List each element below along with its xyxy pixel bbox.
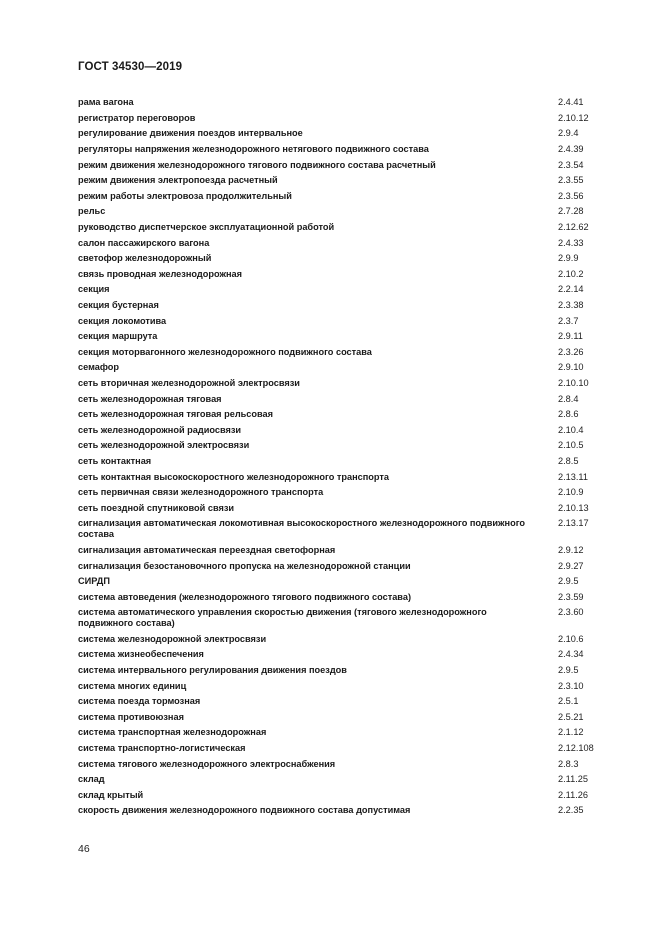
index-term: режим движения железнодорожного тягового подвижного состава расчетный [78, 159, 436, 170]
index-term: руководство диспетчерское эксплуатационной работой [78, 222, 335, 233]
index-entry [78, 741, 608, 757]
index-entry [78, 710, 608, 726]
index-entry [78, 142, 608, 158]
index-entry [78, 558, 608, 574]
index-entry [78, 574, 608, 590]
index-term: система железнодорожной электросвязи [78, 633, 267, 644]
index-reference: 2.7.28 [558, 206, 584, 217]
index-reference: 2.9.11 [558, 331, 583, 342]
index-reference: 2.13.17 [558, 518, 589, 529]
index-entry [78, 485, 608, 501]
index-term: сеть железнодорожной радиосвязи [78, 424, 242, 435]
index-entry [78, 788, 608, 804]
index-term: регуляторы напряжения железнодорожного нетягового подвижного состава [78, 144, 429, 155]
index-term: система тягового железнодорожного электроснабжения [78, 758, 336, 769]
index-reference: 2.3.38 [558, 300, 584, 311]
index-reference: 2.3.54 [558, 159, 584, 170]
index-entry [78, 189, 608, 205]
index-term: система автоматического управления скоростью движения (тягового железнодорожного подвижного состава) [78, 607, 487, 629]
index-entry [78, 589, 608, 605]
index-entry [78, 438, 608, 454]
index-term: система многих единиц [78, 680, 187, 691]
index-term: секция локомотива [78, 315, 167, 326]
index-reference: 2.10.10 [558, 377, 589, 388]
index-entry [78, 663, 608, 679]
index-entry [78, 313, 608, 329]
index-term: СИРДП [78, 576, 110, 587]
index-entry [78, 516, 608, 543]
index-reference: 2.9.4 [558, 128, 579, 139]
index-entry [78, 694, 608, 710]
index-entry [78, 173, 608, 189]
index-term: сигнализация безостановочного пропуска на железнодорожной станции [78, 560, 411, 571]
index-reference: 2.8.5 [558, 455, 579, 466]
index-entry [78, 157, 608, 173]
index-reference: 2.3.60 [558, 607, 584, 618]
index-term: секция маршрута [78, 331, 158, 342]
index-entry [78, 298, 608, 314]
index-reference: 2.10.12 [558, 112, 589, 123]
index-entry [78, 376, 608, 392]
index-term: рама вагона [78, 97, 134, 108]
index-reference: 2.2.14 [558, 284, 584, 295]
index-reference: 2.9.9 [558, 253, 579, 264]
index-reference: 2.9.12 [558, 544, 584, 555]
index-term: секция моторвагонного железнодорожного подвижного состава [78, 346, 372, 357]
index-reference: 2.3.59 [558, 591, 584, 602]
index-entry [78, 647, 608, 663]
index-reference: 2.5.21 [558, 711, 584, 722]
page-number: 46 [78, 843, 90, 855]
index-reference: 2.9.27 [558, 560, 584, 571]
index-entry [78, 605, 608, 632]
index-entry [78, 454, 608, 470]
index-reference: 2.12.62 [558, 222, 589, 233]
index-reference: 2.4.33 [558, 237, 584, 248]
index-reference: 2.4.39 [558, 144, 584, 155]
index-term: связь проводная железнодорожная [78, 268, 242, 279]
index-entry [78, 204, 608, 220]
index-reference: 2.8.4 [558, 393, 579, 404]
index-term: регистратор переговоров [78, 112, 196, 123]
index-entry [78, 329, 608, 345]
index-entry [78, 422, 608, 438]
index-reference: 2.11.26 [558, 789, 588, 800]
index-entry [78, 678, 608, 694]
index-term: режим работы электровоза продолжительный [78, 190, 292, 201]
index-entry [78, 543, 608, 559]
index-term: сеть первичная связи железнодорожного транспорта [78, 487, 324, 498]
index-reference: 2.10.2 [558, 268, 584, 279]
index-reference: 2.8.6 [558, 409, 579, 420]
index-term: система интервального регулирования движения поездов [78, 665, 347, 676]
index-term: сигнализация автоматическая локомотивная высокоскоростного железнодорожного подвижного состава [78, 518, 526, 540]
index-term: режим движения электропоезда расчетный [78, 175, 278, 186]
index-reference: 2.3.55 [558, 175, 584, 186]
index-reference: 2.11.25 [558, 774, 588, 785]
index-reference: 2.10.13 [558, 502, 589, 513]
index-term: система транспортная железнодорожная [78, 727, 267, 738]
index-term: система автоведения (железнодорожного тягового подвижного состава) [78, 591, 412, 602]
index-term: сеть контактная [78, 455, 152, 466]
index-reference: 2.9.5 [558, 576, 579, 587]
index-term: система жизнеобеспечения [78, 649, 204, 660]
index-term: система поезда тормозная [78, 696, 201, 707]
index-reference: 2.4.34 [558, 649, 584, 660]
index-reference: 2.9.5 [558, 665, 579, 676]
index-entry [78, 345, 608, 361]
index-term: семафор [78, 362, 120, 373]
index-reference: 2.2.35 [558, 805, 584, 816]
index-term: секция бустерная [78, 300, 159, 311]
index-entry [78, 220, 608, 236]
index-entry [78, 360, 608, 376]
index-reference: 2.1.12 [558, 727, 584, 738]
index-term: сигнализация автоматическая переездная светофорная [78, 544, 336, 555]
index-term: сеть контактная высокоскоростного железнодорожного транспорта [78, 471, 390, 482]
index-entry [78, 500, 608, 516]
index-reference: 2.5.1 [558, 696, 579, 707]
index-entry [78, 391, 608, 407]
index-entry [78, 282, 608, 298]
index-entry [78, 126, 608, 142]
index-term: сеть поездной спутниковой связи [78, 502, 235, 513]
index-reference: 2.12.108 [558, 743, 594, 754]
index-reference: 2.3.26 [558, 346, 584, 357]
index-reference: 2.3.7 [558, 315, 579, 326]
index-term: система противоюзная [78, 711, 184, 722]
index-entry [78, 725, 608, 741]
index-term: сеть железнодорожная тяговая рельсовая [78, 409, 274, 420]
index-term: скорость движения железнодорожного подвижного состава допустимая [78, 805, 411, 816]
index-reference: 2.8.3 [558, 758, 579, 769]
index-reference: 2.10.9 [558, 487, 584, 498]
index-entry [78, 632, 608, 648]
index-term: сеть железнодорожная тяговая [78, 393, 222, 404]
index-term: сеть вторичная железнодорожной электросвязи [78, 377, 300, 388]
index-entry [78, 267, 608, 283]
index-entry [78, 803, 608, 819]
index-reference: 2.10.4 [558, 424, 584, 435]
index-reference: 2.9.10 [558, 362, 584, 373]
index-entry [78, 235, 608, 251]
index-reference: 2.4.41 [558, 97, 584, 108]
index-entry [78, 469, 608, 485]
index-entry [78, 251, 608, 267]
index-term: рельс [78, 206, 106, 217]
index-entry [78, 756, 608, 772]
index-term: регулирование движения поездов интервальное [78, 128, 303, 139]
index-term: светофор железнодорожный [78, 253, 212, 264]
term-index-list [78, 95, 608, 819]
index-term: склад крытый [78, 789, 144, 800]
index-reference: 2.3.56 [558, 190, 584, 201]
index-entry [78, 111, 608, 127]
index-term: салон пассажирского вагона [78, 237, 210, 248]
index-term: склад [78, 774, 105, 785]
index-entry [78, 407, 608, 423]
index-reference: 2.10.5 [558, 440, 584, 451]
index-reference: 2.10.6 [558, 633, 584, 644]
document-header: ГОСТ 34530—2019 [78, 61, 183, 73]
index-entry [78, 95, 608, 111]
index-reference: 2.13.11 [558, 471, 588, 482]
index-term: секция [78, 284, 110, 295]
index-reference: 2.3.10 [558, 680, 584, 691]
index-term: система транспортно-логистическая [78, 743, 246, 754]
index-term: сеть железнодорожной электросвязи [78, 440, 250, 451]
index-entry [78, 772, 608, 788]
